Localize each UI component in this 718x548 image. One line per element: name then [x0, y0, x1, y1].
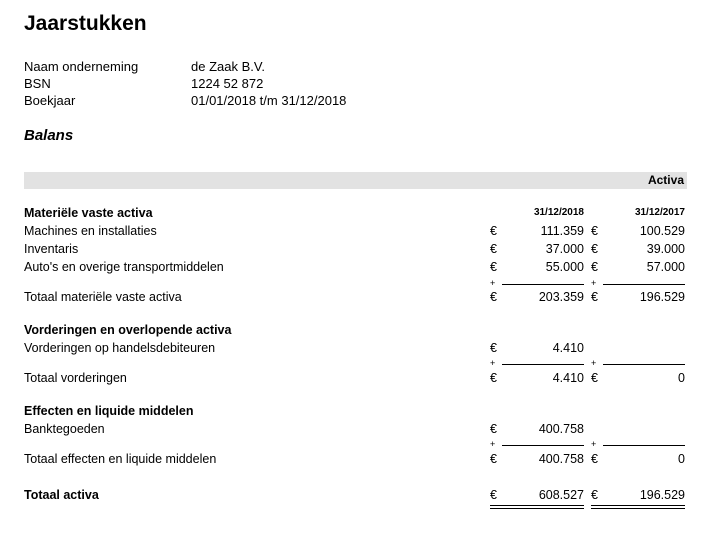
currency-symbol: € — [490, 488, 497, 502]
total-2017-vorderingen: 0 — [678, 371, 685, 385]
total-2017-effecten-liquide-middelen: 0 — [678, 452, 685, 466]
row-label-machines: Machines en installaties — [24, 224, 157, 238]
sum-line — [603, 445, 685, 446]
total-2018-vorderingen: 4.410 — [552, 371, 584, 385]
section-heading-effecten-liquide-middelen: Effecten en liquide middelen — [24, 404, 194, 418]
sum-line — [502, 284, 584, 285]
value-2017-machines: 100.529 — [639, 224, 685, 238]
currency-symbol: € — [490, 290, 497, 304]
value-2018-inventaris: 37.000 — [545, 242, 584, 256]
section-heading-materiele-vaste-activa: Materiële vaste activa — [24, 206, 153, 220]
activa-header-label: Activa — [647, 173, 684, 187]
plus-sign: + — [490, 439, 496, 449]
total-2017-materiele-vaste-activa: 196.529 — [639, 290, 685, 304]
fiscal-year-label: Boekjaar — [24, 93, 76, 108]
value-2018-autos: 55.000 — [545, 260, 584, 274]
grand-total-2017: 196.529 — [639, 488, 685, 502]
currency-symbol: € — [591, 260, 598, 274]
currency-symbol: € — [591, 224, 598, 238]
sum-line — [502, 364, 584, 365]
plus-sign: + — [591, 358, 597, 368]
plus-sign: + — [591, 439, 597, 449]
currency-symbol: € — [490, 371, 497, 385]
plus-sign: + — [490, 278, 496, 288]
document-title: Jaarstukken — [24, 12, 147, 35]
company-name-label: Naam onderneming — [24, 59, 139, 74]
currency-symbol: € — [591, 371, 598, 385]
total-2018-materiele-vaste-activa: 203.359 — [538, 290, 584, 304]
sum-line — [603, 364, 685, 365]
column-header-2017: 31/12/2017 — [634, 207, 685, 218]
total-2018-effecten-liquide-middelen: 400.758 — [538, 452, 584, 466]
row-label-inventaris: Inventaris — [24, 242, 79, 256]
row-label-autos: Auto's en overige transportmiddelen — [24, 260, 224, 274]
currency-symbol: € — [591, 488, 598, 502]
company-name-value: de Zaak B.V. — [191, 59, 265, 74]
column-header-2018: 31/12/2018 — [533, 207, 584, 218]
currency-symbol: € — [490, 260, 497, 274]
fiscal-year-value: 01/01/2018 t/m 31/12/2018 — [191, 93, 347, 108]
sum-line — [502, 445, 584, 446]
row-label-banktegoeden: Banktegoeden — [24, 422, 105, 436]
bsn-label: BSN — [24, 76, 51, 91]
total-label-effecten-liquide-middelen: Totaal effecten en liquide middelen — [24, 452, 217, 466]
section-heading-vorderingen: Vorderingen en overlopende activa — [24, 323, 232, 337]
value-2018-handelsdebiteuren: 4.410 — [552, 341, 584, 355]
double-underline — [490, 505, 584, 509]
bsn-value: 1224 52 872 — [191, 76, 264, 91]
grand-total-2018: 608.527 — [538, 488, 584, 502]
value-2017-inventaris: 39.000 — [646, 242, 685, 256]
value-2018-machines: 111.359 — [540, 224, 584, 238]
currency-symbol: € — [591, 242, 598, 256]
currency-symbol: € — [490, 242, 497, 256]
grand-total-label: Totaal activa — [24, 488, 99, 502]
value-2017-autos: 57.000 — [646, 260, 685, 274]
currency-symbol: € — [490, 341, 497, 355]
row-label-handelsdebiteuren: Vorderingen op handelsdebiteuren — [24, 341, 216, 355]
currency-symbol: € — [591, 290, 598, 304]
value-2018-banktegoeden: 400.758 — [538, 422, 584, 436]
currency-symbol: € — [490, 422, 497, 436]
plus-sign: + — [591, 278, 597, 288]
plus-sign: + — [490, 358, 496, 368]
section-title-balans: Balans — [24, 127, 74, 144]
double-underline — [591, 505, 685, 509]
total-label-materiele-vaste-activa: Totaal materiële vaste activa — [24, 290, 182, 304]
currency-symbol: € — [490, 452, 497, 466]
total-label-vorderingen: Totaal vorderingen — [24, 371, 127, 385]
currency-symbol: € — [490, 224, 497, 238]
sum-line — [603, 284, 685, 285]
currency-symbol: € — [591, 452, 598, 466]
activa-header-bar — [24, 172, 687, 189]
